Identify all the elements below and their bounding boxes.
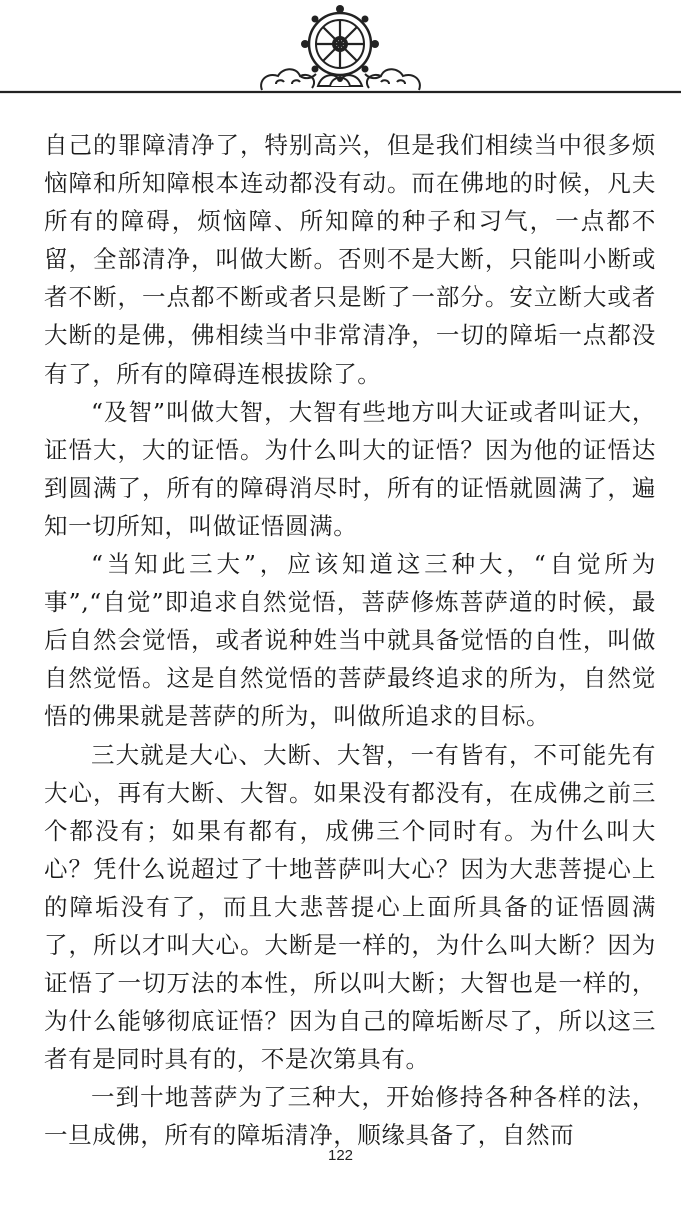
paragraph: 一到十地菩萨为了三种大，开始修持各种各样的法，一旦成佛，所有的障垢清净，顺缘具备了，自然而 (44, 1083, 656, 1150)
page-body (44, 126, 656, 1155)
dharma-wheel-icon (301, 5, 379, 82)
left-cloud-icon (261, 69, 316, 90)
right-cloud-icon (365, 69, 420, 90)
paragraph: 三大就是大心、大断、大智，一有皆有，不可能先有大心，再有大断、大智。如果没有都没有，在成佛之前三个都没有；如果有都有，成佛三个同时有。为什么叫大心？凭什么说超过了十地菩萨叫大心？因为大悲菩提心上的障垢没有了，而且大悲菩提心上面所具备的证悟圆满了，所以才叫大心。大断是一样的，为什么叫大断？因为证悟了一切万法的本性，所以叫大断；大智也是一样的，为什么能够彻底证悟？因为自己的障垢断尽了，所以这三者有是同时具有的，不是次第具有。 (44, 740, 656, 1074)
paragraph: 自己的罪障清净了，特别高兴，但是我们相续当中很多烦恼障和所知障根本连动都没有动。而在佛地的时候，凡夫所有的障碍，烦恼障、所知障的种子和习气，一点都不留，全部清净，叫做大断。否则不是大断，只能叫小断或者不断，一点都不断或者只是断了一部分。安立断大或者大断的是佛，佛相续当中非常清净，一切的障垢一点都没有了，所有的障碍连根拔除了。 (44, 131, 656, 388)
paragraph: “及智”叫做大智，大智有些地方叫大证或者叫证大，证悟大，大的证悟。为什么叫大的证悟？因为他的证悟达到圆满了，所有的障碍消尽时，所有的证悟就圆满了，遍知一切所知，叫做证悟圆满。 (44, 397, 656, 540)
page-number: 122 (327, 1147, 354, 1164)
page-header (0, 0, 681, 110)
header-ornament (0, 0, 681, 110)
paragraph: “当知此三大”，应该知道这三种大，“自觉所为事”,“自觉”即追求自然觉悟，菩萨修炼菩萨道的时候，最后自然会觉悟，或者说种姓当中就具备觉悟的自性，叫做自然觉悟。这是自然觉悟的菩萨最终追求的所为，自然觉悟的佛果就是菩萨的所为，叫做所追求的目标。 (44, 550, 656, 731)
